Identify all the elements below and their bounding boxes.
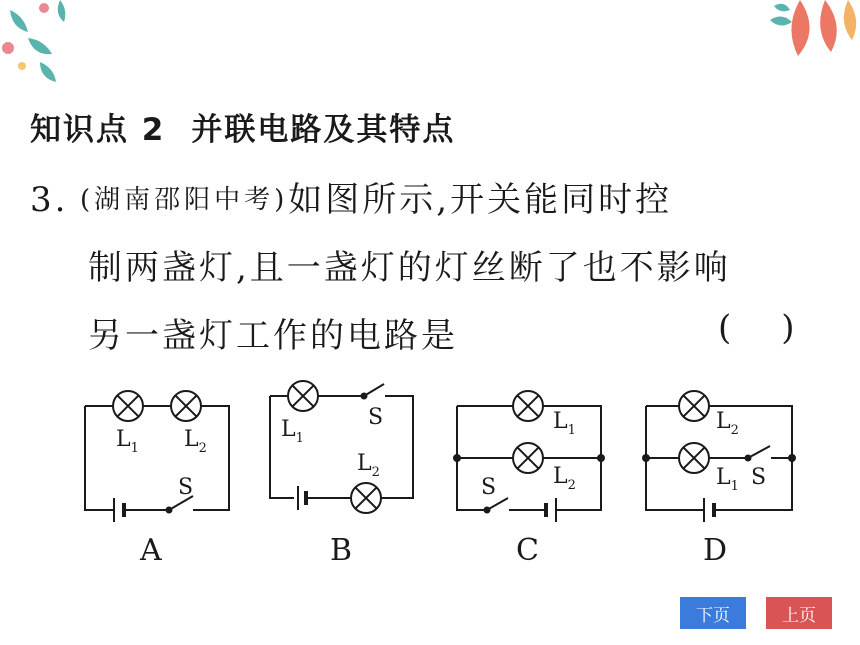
label-l2: L xyxy=(716,409,731,434)
label-switch: S xyxy=(481,475,497,500)
question-line-3 xyxy=(88,308,458,357)
question-number: 3. xyxy=(30,180,69,220)
label-switch: S xyxy=(368,405,384,430)
label-l1-sub: 1 xyxy=(295,431,304,446)
previous-page-button[interactable]: 上页 xyxy=(766,597,832,629)
lamp-icon xyxy=(513,391,543,421)
circuit-c xyxy=(454,391,604,568)
svg-text:L2 xyxy=(184,427,207,456)
floral-decoration-left xyxy=(0,0,90,90)
answer-close: ) xyxy=(781,308,795,348)
label-l2: L xyxy=(553,464,568,489)
question-text-2: 制两盏灯,且一盏灯的灯丝断了也不影响 xyxy=(88,248,731,288)
label-l1: L xyxy=(553,409,568,434)
floral-decoration-right xyxy=(730,0,860,70)
lamp-icon xyxy=(171,391,201,421)
circuit-b xyxy=(270,381,413,568)
label-l1-sub: 1 xyxy=(730,479,739,494)
option-label: B xyxy=(330,533,353,568)
lamp-icon xyxy=(288,381,318,411)
heading-title: 并联电路及其特点 xyxy=(191,112,456,148)
lamp-icon xyxy=(513,443,543,473)
section-heading xyxy=(30,104,455,149)
svg-text:L2 xyxy=(553,464,576,493)
label-switch: S xyxy=(751,465,767,490)
question-line-2 xyxy=(88,240,731,289)
svg-text:L1 xyxy=(553,409,576,438)
label-l2-sub: 2 xyxy=(567,478,576,493)
answer-open: ( xyxy=(718,308,732,348)
label-l2-sub: 2 xyxy=(730,423,739,438)
option-label: D xyxy=(703,533,728,568)
label-l1: L xyxy=(116,427,131,452)
circuit-a xyxy=(85,391,229,568)
label-l1: L xyxy=(281,417,296,442)
svg-text:L1 xyxy=(116,427,139,456)
svg-text:L1 xyxy=(281,417,304,446)
lamp-icon xyxy=(351,483,381,513)
lamp-icon xyxy=(113,391,143,421)
answer-bracket xyxy=(718,308,795,348)
label-l2: L xyxy=(357,451,372,476)
svg-text:L2 xyxy=(716,409,739,438)
lamp-icon xyxy=(679,391,709,421)
svg-text:L2 xyxy=(357,451,380,480)
label-l2: L xyxy=(184,427,199,452)
label-switch: S xyxy=(178,475,194,500)
label-l1-sub: 1 xyxy=(567,423,576,438)
question-source: (湖南邵阳中考) xyxy=(80,185,289,215)
question-text-1: 如图所示,开关能同时控 xyxy=(288,180,673,220)
circuit-d xyxy=(643,391,795,568)
option-label: A xyxy=(140,533,162,568)
circuit-figures xyxy=(0,370,860,580)
label-l1: L xyxy=(716,465,731,490)
option-label: C xyxy=(516,533,539,568)
next-page-button[interactable]: 下页 xyxy=(680,597,746,629)
label-l1-sub: 1 xyxy=(130,441,139,456)
label-l2-sub: 2 xyxy=(198,441,207,456)
lamp-icon xyxy=(679,443,709,473)
label-l2-sub: 2 xyxy=(371,465,380,480)
question-text-3: 另一盏灯工作的电路是 xyxy=(88,316,458,356)
heading-label: 知识点 2 xyxy=(30,112,166,148)
question-line-1 xyxy=(30,172,672,221)
svg-text:L1 xyxy=(716,465,739,494)
